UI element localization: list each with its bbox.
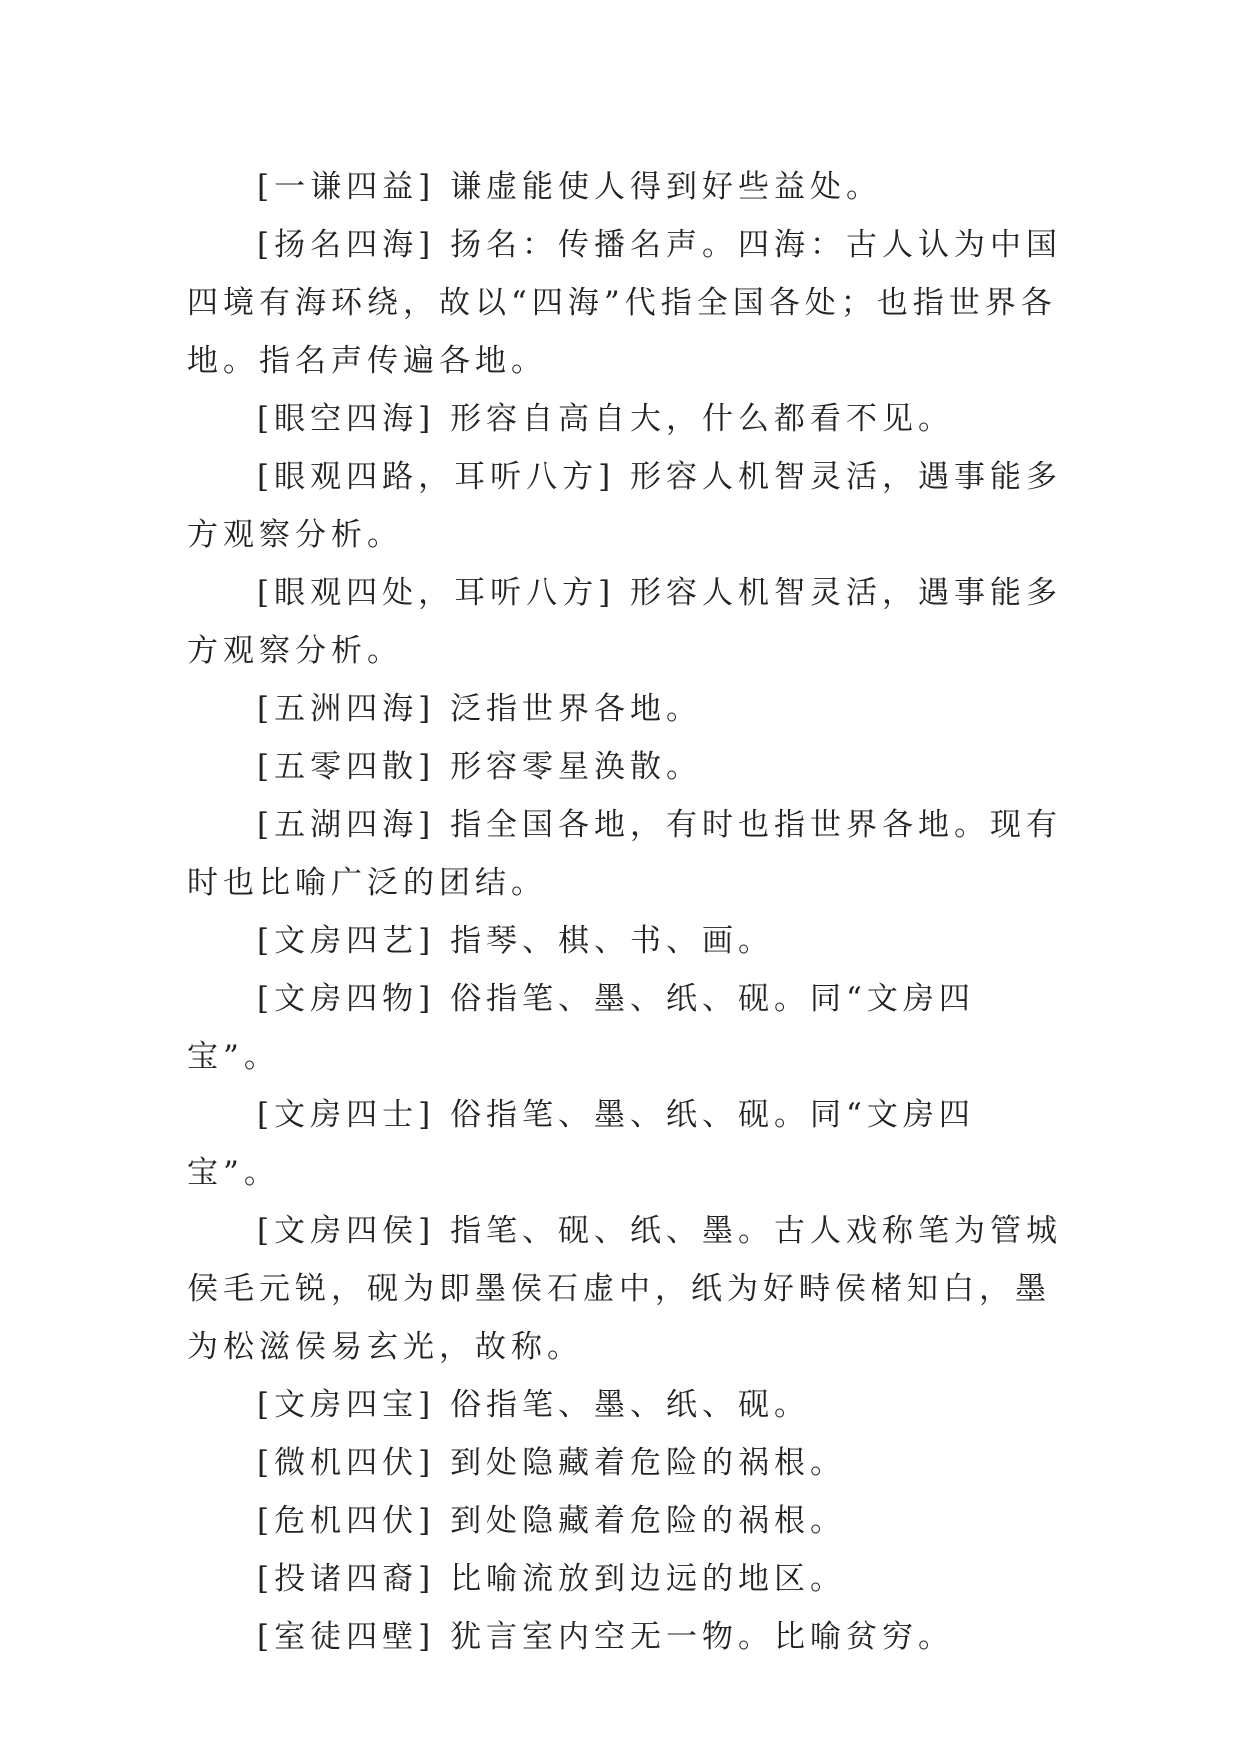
idiom-entry [187, 1086, 1065, 1202]
idiom-term: [室徒四壁] [257, 1619, 436, 1655]
idiom-definition: 扬名：传播名声。四海：古人认为中国四境有海环绕，故以“四海”代指全国各处；也指世界各地。指名声传遍各地。 [187, 227, 1063, 379]
idiom-term: [五零四散] [257, 749, 436, 785]
idiom-definition: 指全国各地，有时也指世界各地。现有时也比喻广泛的团结。 [187, 807, 1063, 901]
idiom-term: [文房四侯] [257, 1213, 436, 1249]
idiom-definition: 到处隐藏着危险的祸根。 [450, 1445, 847, 1481]
idiom-term: [文房四物] [257, 981, 436, 1017]
idiom-entry [187, 1376, 1065, 1434]
idiom-entry [187, 390, 1065, 448]
idiom-definition: 指琴、棋、书、画。 [450, 923, 775, 959]
idiom-definition: 比喻流放到边远的地区。 [450, 1561, 847, 1597]
idiom-definition: 到处隐藏着危险的祸根。 [450, 1503, 847, 1539]
idiom-entry [187, 1608, 1065, 1666]
idiom-definition: 形容人机智灵活，遇事能多方观察分析。 [187, 459, 1063, 553]
idiom-list [187, 158, 1065, 1666]
idiom-term: [眼观四路，耳听八方] [257, 459, 616, 495]
idiom-term: [文房四宝] [257, 1387, 436, 1423]
idiom-definition: 形容自高自大，什么都看不见。 [450, 401, 955, 437]
idiom-entry [187, 158, 1065, 216]
idiom-entry [187, 1492, 1065, 1550]
idiom-entry [187, 912, 1065, 970]
idiom-definition: 形容人机智灵活，遇事能多方观察分析。 [187, 575, 1063, 669]
idiom-definition: 俗指笔、墨、纸、砚。同“文房四宝”。 [187, 981, 975, 1075]
idiom-entry [187, 796, 1065, 912]
idiom-term: [五洲四海] [257, 691, 436, 727]
idiom-definition: 形容零星涣散。 [450, 749, 703, 785]
idiom-entry [187, 448, 1065, 564]
idiom-term: [文房四艺] [257, 923, 436, 959]
idiom-entry [187, 564, 1065, 680]
idiom-entry [187, 680, 1065, 738]
idiom-term: [微机四伏] [257, 1445, 436, 1481]
idiom-definition: 犹言室内空无一物。比喻贫穷。 [450, 1619, 955, 1655]
idiom-term: [眼空四海] [257, 401, 436, 437]
idiom-definition: 俗指笔、墨、纸、砚。同“文房四宝”。 [187, 1097, 975, 1191]
idiom-definition: 俗指笔、墨、纸、砚。 [450, 1387, 811, 1423]
idiom-entry [187, 970, 1065, 1086]
idiom-term: [眼观四处，耳听八方] [257, 575, 616, 611]
idiom-entry [187, 1550, 1065, 1608]
idiom-term: [文房四士] [257, 1097, 436, 1133]
idiom-entry [187, 1434, 1065, 1492]
idiom-term: [投诸四裔] [257, 1561, 436, 1597]
idiom-entry [187, 738, 1065, 796]
idiom-definition: 指笔、砚、纸、墨。古人戏称笔为管城侯毛元锐，砚为即墨侯石虚中，纸为好畤侯楮知白，墨为松滋侯易玄光，故称。 [187, 1213, 1063, 1365]
idiom-term: [扬名四海] [257, 227, 436, 263]
idiom-definition: 泛指世界各地。 [450, 691, 703, 727]
idiom-entry [187, 216, 1065, 390]
idiom-term: [一谦四益] [257, 169, 436, 205]
idiom-term: [危机四伏] [257, 1503, 436, 1539]
idiom-term: [五湖四海] [257, 807, 436, 843]
idiom-entry [187, 1202, 1065, 1376]
idiom-definition: 谦虚能使人得到好些益处。 [450, 169, 883, 205]
